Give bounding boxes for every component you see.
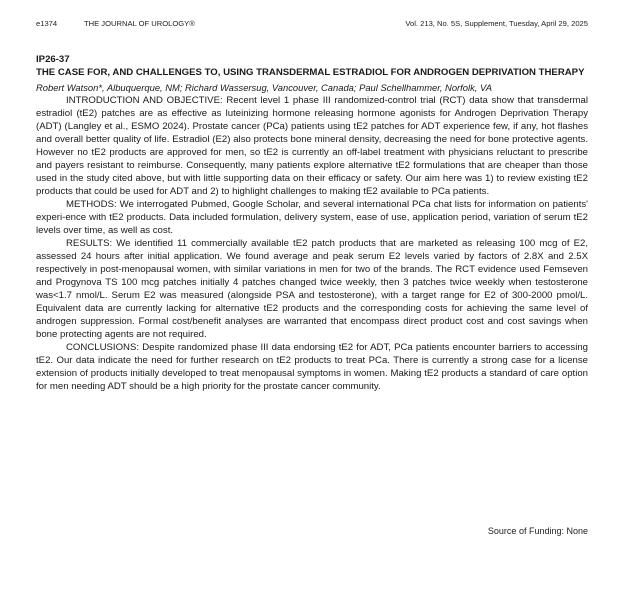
abstract-title: THE CASE FOR, AND CHALLENGES TO, USING TRANSDERMAL ESTRADIOL FOR ANDROGEN DEPRIVATION THERAPY [36,67,585,78]
section-conclusions: CONCLUSIONS: Despite randomized phase III data endorsing tE2 for ADT, PCa patients encounter barriers to accessing tE2. Our data indicate the need for further research on tE2 products to treat PCa. There is currently a strong case for a license extension of products initially developed to treat menopausal symptoms in women. Making tE2 products a standard of care option for men needing ADT should be a high priority for the prostate cancer community. [36,342,588,392]
section-introduction: INTRODUCTION AND OBJECTIVE: Recent level 1 phase III randomized-control trial (RCT) data show that transdermal estradiol (tE2) patches are as effective as luteinizing hormone releasing hormone agonists for Androgen Deprivation Therapy (ADT) (Langley et al., ESMO 2024). Prostate cancer (PCa) patients using tE2 patches for ADT experience few, if any, hot flashes and overall better quality of life. Estradiol (E2) also protects bone mineral density, decreasing the need for bone protective agents. However no tE2 products are approved for men, so tE2 is currently an off-label treatment with physicians reluctant to prescribe and payers resistant to reimburse. Consequently, many patients explore alternative tE2 formulations that are cheaper than those used in the study cited above, but with little supporting data on their efficacy or safety. Our aim here was 1) to review existing tE2 products that could be used for ADT and 2) to highlight challenges to making tE2 available to PCa patients. [36,95,588,197]
running-header [36,18,588,30]
section-methods: METHODS: We interrogated Pubmed, Google Scholar, and several international PCa chat lists for information on patients' experi-ence with tE2 products. Data included formulation, delivery system, ease of use, application period, variation of serum tE2 levels over time, as well as cost. [36,199,588,236]
journal-name: THE JOURNAL OF UROLOGY® [84,19,195,28]
issue-info: Vol. 213, No. 5S, Supplement, Tuesday, April 29, 2025 [405,19,588,28]
page-number: e1374 [36,19,58,28]
abstract [36,53,588,393]
funding-statement: Source of Funding: None [487,526,588,536]
section-results: RESULTS: We identified 11 commercially available tE2 patch products that are marketed as releasing 100 mcg of E2, assessed 24 hours after initial application. We found average and peak serum E2 levels varied by factors of 2.8X and 2.5X respectively in post-menopausal women, with similar variations in men for two of the brands. The RCT evidence used Femseven and Progynova TS 100 mcg patches initially 4 patches changed twice weekly, then 3 patches twice weekly when testosterone was<1.7 nmol/L. Serum E2 was measured (alongside PSA and testosterone), with a target range for E2 of 300-2000 pmol/L. Equivalent data are currently lacking for alternative tE2 products and the corresponding costs for achieving the same level of androgen suppression. Formal cost/benefit analyses are warranted that encompass direct product cost and cost savings when bone protecting agents are not required. [36,238,588,340]
author-list: Robert Watson*, Albuquerque, NM; Richard Wassersug, Vancouver, Canada; Paul Schellhammer, Norfolk, VA [36,82,492,93]
abstract-id: IP26-37 [36,54,70,65]
